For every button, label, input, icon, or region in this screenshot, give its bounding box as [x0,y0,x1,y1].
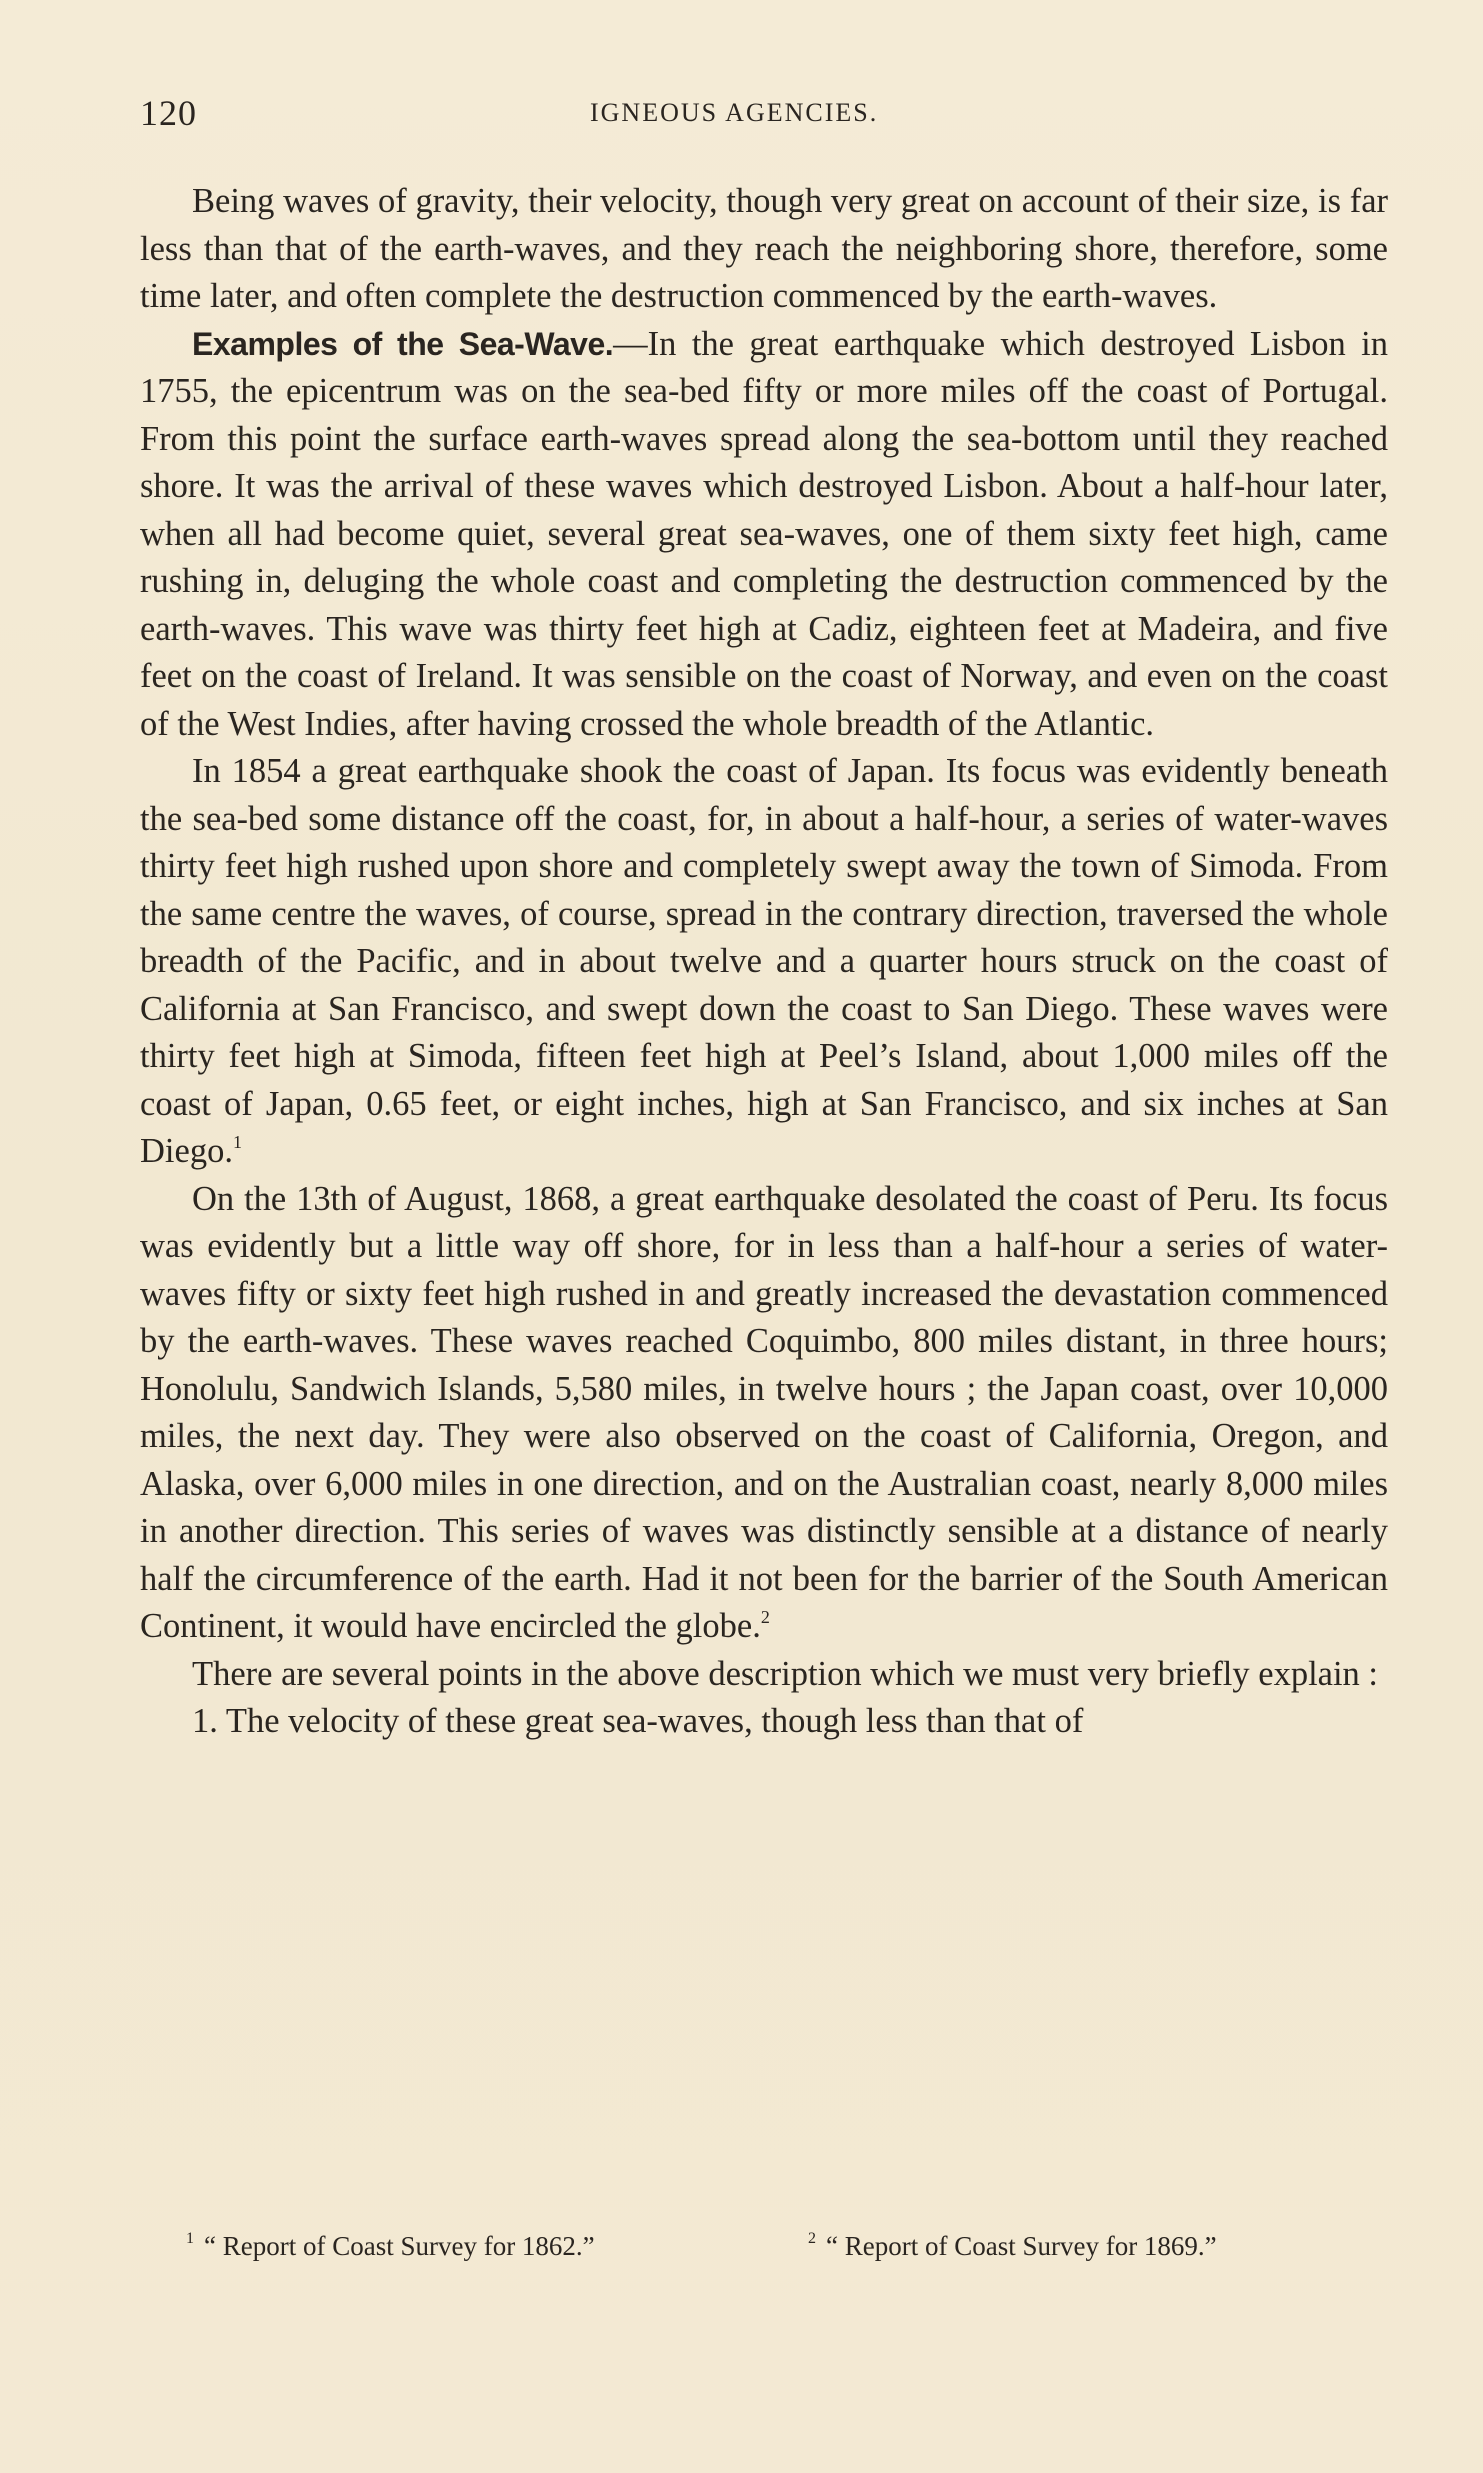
body-text [140,178,1388,1746]
paragraph-text: In 1854 a great earthquake shook the coast of Japan. Its focus was evidently beneath the sea-bed some distance off the coast, for, in about a half-hour, a series of water-waves thirty feet high rushed upon shore and completely swept away the town of Simoda. From the same centre the waves, of course, spread in the contrary direction, traversed the whole breadth of the Pacific, and in about twelve and a quarter hours struck on the coast of California at San Francisco, and swept down the coast to San Diego. These waves were thirty feet high at Simoda, fifteen feet high at Peel’s Island, about 1,000 miles off the coast of Japan, 0.65 feet, or eight inches, high at San Francisco, and six inches at San Diego. [140,752,1388,1170]
footnote-2 [808,2230,1217,2262]
paragraph-text: On the 13th of August, 1868, a great earthquake desolated the coast of Peru. Its focus was evidently but a little way off shore, for in less than a half-hour a series of water-waves fifty or sixty feet high rushed in and greatly increased the devastation commenced by the earth-waves. These waves reached Coquimbo, 800 miles distant, in three hours; Honolulu, Sandwich Islands, 5,580 miles, in twelve hours ; the Japan coast, over 10,000 miles, the next day. They were also observed on the coast of California, Oregon, and Alaska, over 6,000 miles in one direction, and on the Australian coast, nearly 8,000 miles in another direction. This series of waves was distinctly sensible at a distance of nearly half the circumference of the earth. Had it not been for the barrier of the South American Continent, it would have encircled the globe. [140,1179,1388,1645]
paragraph-point-one [140,1698,1388,1746]
footnote-marker: 2 [808,2230,816,2247]
paragraph-text: There are several points in the above description which we must very briefly explain : [192,1654,1379,1693]
section-heading: Examples of the Sea-Wave. [192,325,614,362]
page-number: 120 [140,93,197,133]
footnotes [186,2230,1386,2270]
footnote-text: “ Report of Coast Survey for 1862.” [204,2231,595,2261]
paragraph-explanation [140,1651,1388,1699]
footnote-marker: 1 [186,2230,194,2247]
paragraph-peru-1868 [140,1176,1388,1651]
paragraph-text: 1. The velocity of these great sea-waves, though less than that of [192,1702,1084,1740]
paragraph-text: —In the great earthquake which destroyed Lisbon in 1755, the epicentrum was on the sea-bed fifty or more miles off the coast of Portugal. From this point the surface earth-waves spread along the sea-bottom until they reached shore. It was the arrival of these waves which destroyed Lisbon. About a half-hour later, when all had become quiet, several great sea-waves, one of them sixty feet high, came rushing in, deluging the whole coast and completing the destruction commenced by the earth-waves. This wave was thirty feet high at Cadiz, eighteen feet at Madeira, and five feet on the coast of Ireland. It was sensible on the coast of Norway, and even on the coast of the West Indies, after having crossed the whole breadth of the Atlantic. [140,324,1388,743]
footnote-reference: 2 [760,1607,770,1627]
paragraph-examples-sea-wave [140,321,1388,749]
running-title: IGNEOUS AGENCIES. [590,98,879,127]
paragraph-text: Being waves of gravity, their velocity, though very great on account of their size, is far less than that of the earth-waves, and they reach the neighboring shore, therefore, some time later, and often complete the destruction commenced by the earth-waves. [140,182,1388,315]
footnote-reference: 1 [232,1132,242,1152]
paragraph-waves-of-gravity [140,178,1388,321]
paragraph-japan-1854 [140,748,1388,1176]
running-head [140,92,1390,140]
footnote-text: “ Report of Coast Survey for 1869.” [826,2231,1217,2261]
footnote-1 [186,2230,595,2262]
